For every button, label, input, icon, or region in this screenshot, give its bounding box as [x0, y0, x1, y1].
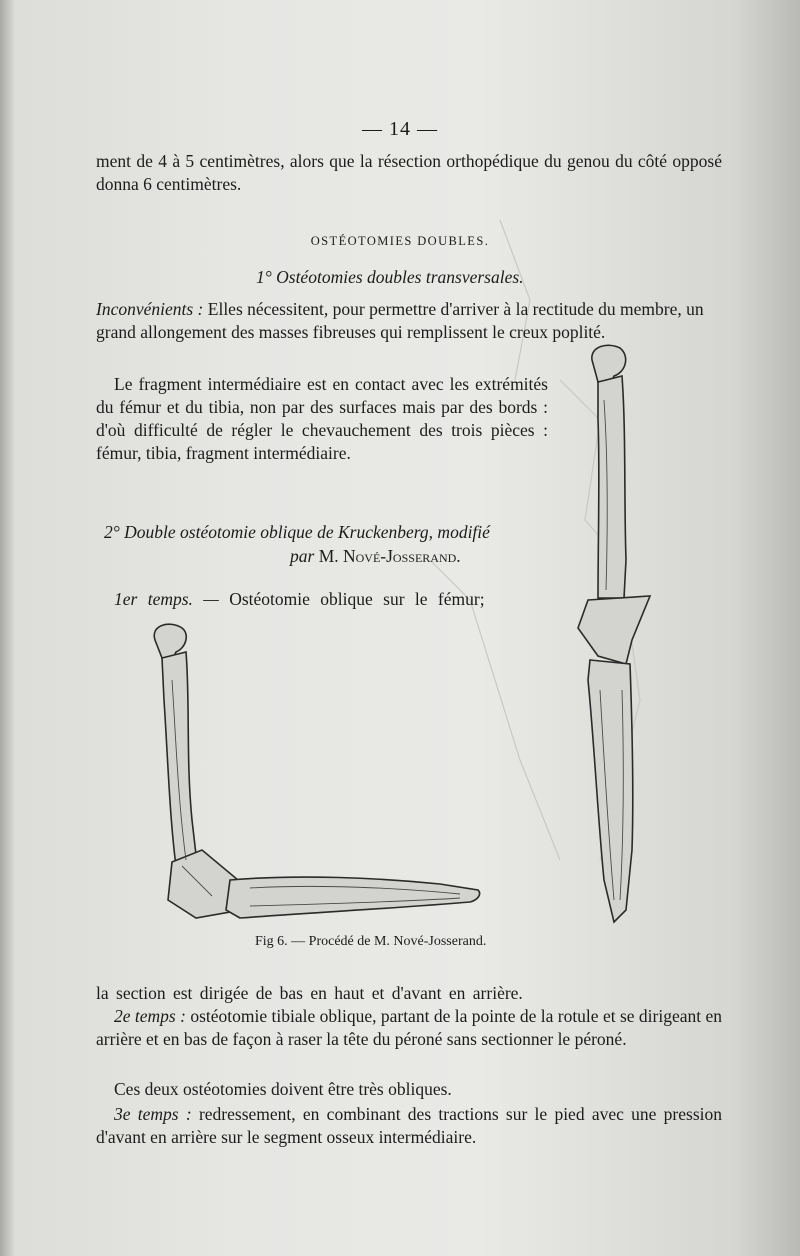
temps-3-text: redressement, en combinant des tractions sur le pied avec une pression d'avant en arrière sur le segment osseux intermédiaire. — [96, 1104, 722, 1147]
oblique-note: Ces deux ostéotomies doivent être très obliques. — [114, 1079, 452, 1099]
author-name: M. Nové-Josserand. — [318, 546, 461, 566]
figure-caption: Fig 6. — Procédé de M. Nové-Josserand. — [255, 934, 487, 949]
subsection-2-label-line2 — [290, 545, 550, 568]
tibia-shaft-right — [588, 660, 633, 922]
continuation-text: la section est dirigée de bas en haut et d'avant en arrière. — [96, 983, 523, 1003]
fragment-text: Le fragment intermédiaire est en contact avec les extrémités du fémur et du tibia, non par des surfaces mais par des bords : d'où difficulté de régler le chevauchement des trois pièces : fémur, tibia, fragment intermédiaire. — [96, 374, 548, 463]
femur-shaft-right — [598, 376, 626, 598]
temps-1-line — [114, 588, 554, 611]
subsection-1-label: 1° Ostéotomies doubles transversales. — [256, 267, 524, 287]
temps-1-label: 1er temps. — — [114, 589, 219, 609]
bent-limb-bones — [154, 624, 479, 918]
temps-2-paragraph — [96, 1005, 722, 1051]
inconvenients-paragraph — [96, 298, 722, 344]
fragment-paragraph — [96, 373, 548, 465]
temps-2-text: ostéotomie tibiale oblique, partant de la pointe de la rotule et se dirigeant en arrière et en bas de façon à raser la tête du péroné sans sectionner le péroné. — [96, 1006, 722, 1049]
par-word: par — [290, 546, 315, 566]
straightened-limb-bones — [578, 345, 650, 922]
knee-fragment-right — [578, 596, 650, 664]
oblique-note-paragraph — [114, 1078, 714, 1101]
continuation-paragraph — [96, 982, 716, 1005]
inconvenients-label: Inconvénients : — [96, 299, 204, 319]
temps-1-text: Ostéotomie oblique sur le fémur; — [229, 589, 485, 609]
temps-2-label: 2e temps : — [114, 1006, 186, 1026]
inconvenients-text: Elles nécessitent, pour permettre d'arriver à la rectitude du membre, un grand allongement des masses fibreuses qui remplissent le creux poplité. — [96, 299, 704, 342]
temps-3-label: 3e temps : — [114, 1104, 192, 1124]
femur-shaft-left — [162, 652, 198, 880]
tibia-shaft-left — [226, 877, 480, 918]
subsection-2-label-line1: 2° Double ostéotomie oblique de Kruckenberg, modifié — [104, 522, 490, 542]
intro-paragraph — [96, 150, 722, 196]
section-heading: OSTÉOTOMIES DOUBLES. — [310, 234, 490, 248]
page-number: — 14 — — [362, 118, 438, 140]
temps-3-paragraph — [96, 1103, 722, 1149]
intro-text: ment de 4 à 5 centimètres, alors que la résection orthopédique du genou du côté opposé donna 6 centimètres. — [96, 151, 722, 194]
